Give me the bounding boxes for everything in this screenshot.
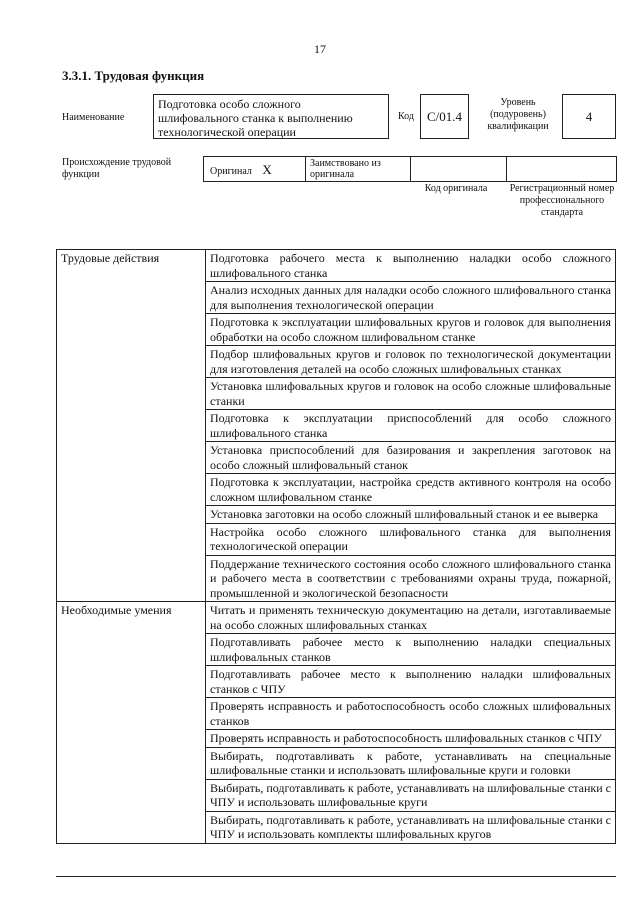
page-number: 17: [314, 42, 326, 56]
function-name-box: [153, 94, 389, 139]
table-cell: Установка шлифовальных кругов и головок на особо сложные шлифовальные станки: [206, 378, 616, 410]
table-cell: Подготовка к эксплуатации, настройка средств активного контроля на особо сложном шлифовальном станке: [206, 474, 616, 506]
origin-label: Происхождение трудовой функции: [62, 157, 172, 180]
reg-number-cell: [507, 157, 618, 181]
code-box: [420, 94, 469, 139]
reg-number-label: Регистрационный номер профессионального стандарта: [509, 183, 615, 218]
table-cell: Установка заготовки на особо сложный шлифовальный станок и ее выверка: [206, 506, 616, 524]
table-cell: Читать и применять техническую документацию на детали, изготавливаемые на особо сложных шлифовальных станках: [206, 602, 616, 634]
origin-row: [203, 156, 617, 182]
table-cell: Подготовка к эксплуатации шлифовальных кругов и головок для выполнения обработки на особо сложном шлифовальном станке: [206, 314, 616, 346]
page-bottom-line: [56, 876, 616, 877]
table-cell: Подготовка к эксплуатации приспособлений для особо сложного шлифовального станка: [206, 410, 616, 442]
table-cell: Подготавливать рабочее место к выполнению наладки шлифовальных станков с ЧПУ: [206, 666, 616, 698]
labor-functions-table: [56, 249, 616, 844]
borrowed-cell: [306, 157, 411, 181]
section-heading: Необходимые умения: [57, 602, 206, 844]
section-title: 3.3.1. Трудовая функция: [62, 68, 205, 83]
table-cell: Проверять исправность и работоспособность шлифовальных станков с ЧПУ: [206, 730, 616, 748]
original-mark: X: [262, 162, 272, 177]
table-cell: Подготовка рабочего места к выполнению наладки особо сложного шлифовального станка: [206, 250, 616, 282]
borrowed-label: Заимствовано из оригинала: [310, 158, 381, 180]
original-code-label: Код оригинала: [424, 183, 488, 194]
table-cell: Поддержание технического состояния особо сложного шлифовального станка и рабочего места в соответствии с требованиями охраны труда, пожарной, промышленной и экологической безопасности: [206, 555, 616, 602]
table-cell: Проверять исправность и работоспособность особо сложных шлифовальных станков: [206, 698, 616, 730]
function-name-value: Подготовка особо сложного шлифовального станка к выполнению технологической операции: [158, 97, 353, 139]
table-row: [57, 602, 616, 634]
table-cell: Подбор шлифовальных кругов и головок по технологической документации для изготовления деталей на особо сложных шлифовальных станках: [206, 346, 616, 378]
table-cell: Выбирать, подготавливать к работе, устанавливать на шлифовальные станки с ЧПУ и использовать шлифовальные круги: [206, 779, 616, 811]
table-cell: Подготавливать рабочее место к выполнению наладки специальных шлифовальных станков: [206, 634, 616, 666]
level-label: Уровень (подуровень) квалификации: [487, 97, 549, 132]
table-cell: Выбирать, подготавливать к работе, устанавливать на шлифовальные станки с ЧПУ и использовать комплекты шлифовальных кругов: [206, 811, 616, 843]
level-value: 4: [585, 108, 593, 124]
original-cell: [204, 157, 306, 181]
name-label: Наименование: [62, 112, 125, 123]
table-cell: Настройка особо сложного шлифовального станка для выполнения технологической операции: [206, 523, 616, 555]
section-heading: Трудовые действия: [57, 250, 206, 602]
code-value: C/01.4: [426, 108, 463, 124]
table-cell: Анализ исходных данных для наладки особо сложного шлифовального станка для выполнения технологической операции: [206, 282, 616, 314]
level-box: [562, 94, 616, 139]
original-label: Оригинал: [210, 166, 252, 177]
original-code-cell: [411, 157, 507, 181]
table-cell: Установка приспособлений для базирования и закрепления заготовок на особо сложный шлифовальный станок: [206, 442, 616, 474]
code-label: Код: [398, 111, 414, 122]
table-row: [57, 250, 616, 282]
table-cell: Выбирать, подготавливать к работе, устанавливать на специальные шлифовальные станки и использовать шлифовальные круги и головки: [206, 747, 616, 779]
